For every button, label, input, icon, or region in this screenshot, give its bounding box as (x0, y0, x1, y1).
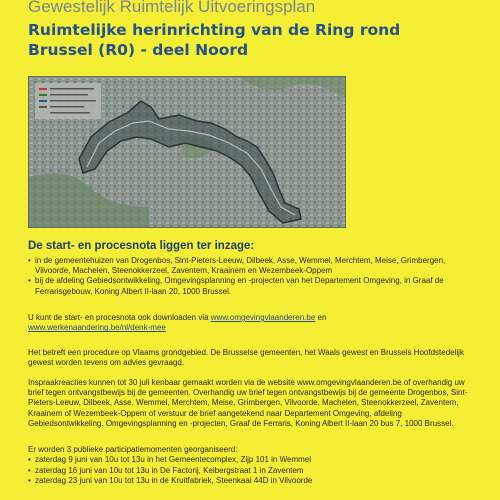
inspraak-paragraph: Inspraakreacties kunnen tot 30 juli kenbaar gemaakt worden via de website www.omgevingvlaanderen.be of overhandig uw brief tegen ontvangstbewijs bij de gemeenten. Overhandig uw brief tegen ontvangstbewijs bij de gemeente Drogenbos, Sint-Pieters-Leeuw, Dilbeek, Asse, Wemmel, Merchtem, Meise, Grimbergen, Vilvoorde, Machelen, Steenokkerzeel, Zaventem, Kraainem of Wezembeek-Oppem of verstuur de brief aangetekend naar Departement Omgeving, afdeling Gebiedsontwikkeling, Omgevingsplanning en -projecten, Graaf de Ferraris, Koning Albert II-laan 20 bus 7, 1000 Brussel. (28, 378, 468, 428)
aerial-map-graphic (29, 77, 345, 227)
omgevingvlaanderen-link[interactable]: www.omgevingvlaanderen.be (210, 313, 316, 322)
plan-type-heading: Gewestelijk Ruimtelijk Uitvoeringsplan (28, 0, 316, 16)
events-intro: Er worden 3 publieke participatiemomenten georganiseerd: (28, 445, 238, 454)
list-item: • zaterdag 16 juni van 10u tot 13u in De Factorij, Keibergstraat 1 in Zaventem (28, 466, 472, 477)
list-item: • zaterdag 23 juni van 10u tot 13u in de Kruitfabriek, Steenkaai 44D in Vilvoorde (28, 476, 472, 487)
werkenaandering-link[interactable]: www.werkenaandering.be/nl/denk-mee (28, 323, 166, 333)
plan-area-map (28, 76, 346, 228)
events-list (28, 455, 472, 487)
procedure-paragraph: Het betreft een procedure op Vlaams grondgebied. De Brusselse gemeenten, het Waals gewest en Brussels Hoofdstedelijk gewest worden tevens om advies gevraagd. (28, 348, 464, 368)
page-title: Ruimtelijke herinrichting van de Ring rond Brussel (R0) - deel Noord (28, 21, 401, 59)
list-item: • in de gemeentehuizen van Drogenbos, Sint-Pieters-Leeuw, Dilbeek, Asse, Wemmel, Merchtem, Meise, Grimbergen, Vilvoorde, Machelen, Steenokkerzeel, Zaventem, Kraainem en Wezembeek-Oppem (28, 256, 472, 276)
list-item: • zaterdag 9 juni van 10u tot 13u in het Gemeentecomplex, Zijp 101 in Wemmel (28, 455, 472, 466)
inzage-list (28, 256, 472, 297)
inzage-heading: De start- en procesnota liggen ter inzage: (28, 240, 255, 252)
download-paragraph (28, 313, 472, 333)
list-item: • bij de afdeling Gebiedsontwikkeling, Omgevingsplanning en -projecten van het Departement Omgeving, in Graaf de Ferrarisgebouw, Koning Albert II-laan 20, 1000 Brussel. (28, 276, 472, 296)
download-prefix: U kunt de start- en procesnota ook downloaden via (28, 313, 211, 322)
download-mid: en (315, 313, 327, 322)
